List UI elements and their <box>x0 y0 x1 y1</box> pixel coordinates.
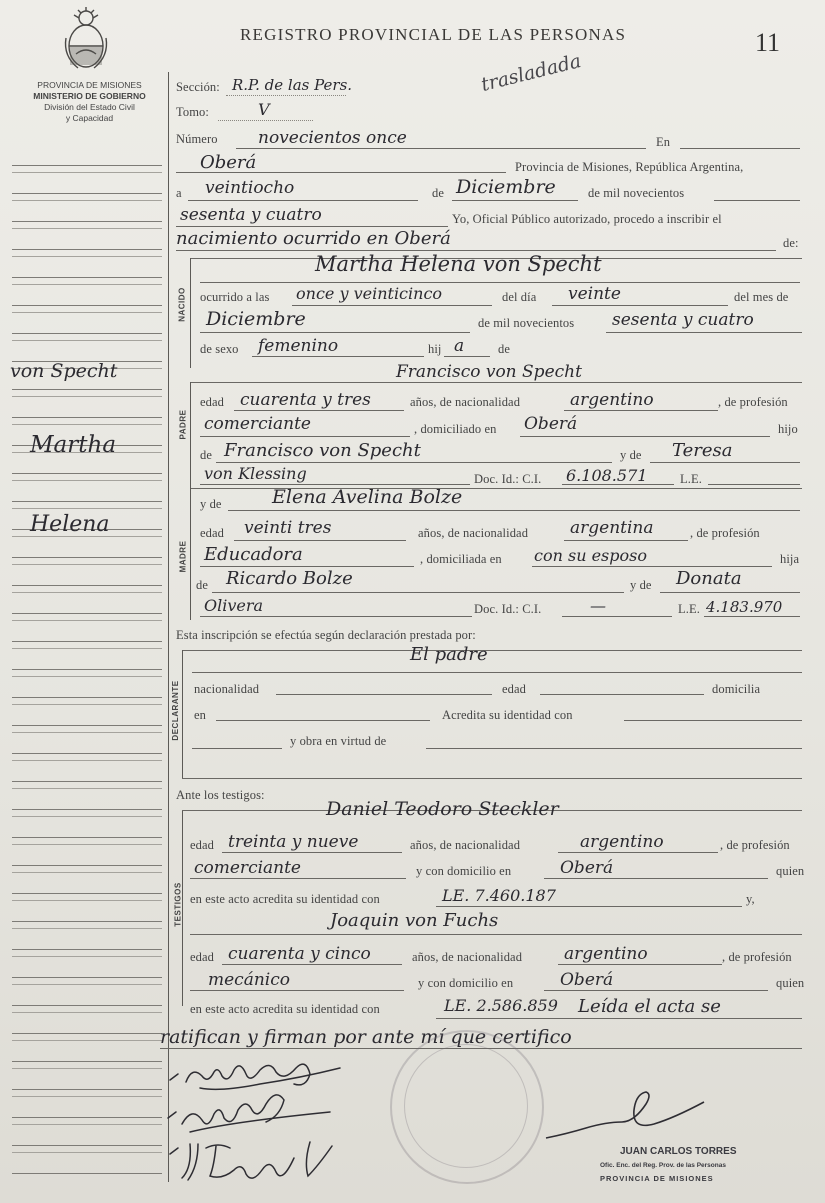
t2-id: LE. 2.586.859 <box>444 996 558 1015</box>
padre-dom: Oberá <box>524 414 578 434</box>
quien-t2-label: quien <box>776 976 805 990</box>
seccion-value: R.P. de las Pers. <box>232 76 353 94</box>
domiciliado-label: , domiciliado en <box>414 422 497 436</box>
le2-label: L.E. <box>678 602 700 616</box>
abuelo-paterno: Francisco von Specht <box>224 440 421 461</box>
del-dia-label: del día <box>502 290 537 304</box>
y-de3-label: y de <box>630 578 652 592</box>
registrar-name: JUAN CARLOS TORRES <box>620 1146 737 1157</box>
hijo-label: hijo <box>778 422 798 436</box>
madre-name: Elena Avelina Bolze <box>272 486 463 508</box>
edad-label: edad <box>200 395 224 409</box>
hora-value: once y veinticinco <box>296 284 443 303</box>
nacionalidad-label: nacionalidad <box>194 682 260 696</box>
t1-nac: argentino <box>580 832 664 852</box>
division-label: División del Estado Civil <box>44 102 135 112</box>
abuela-materna-2: Olivera <box>204 596 264 615</box>
margin-note-surname: von Specht <box>10 360 118 382</box>
t1-id: LE. 7.460.187 <box>442 886 556 905</box>
profesion-label: , de profesión <box>718 395 788 409</box>
anos-nac2-label: años, de nacionalidad <box>418 526 529 540</box>
anos-t2-label: años, de nacionalidad <box>412 950 523 964</box>
padre-nac: argentino <box>570 390 654 410</box>
ministry-label: MINISTERIO DE GOBIERNO <box>33 91 146 101</box>
abuelo-materno: Ricardo Bolze <box>226 568 353 589</box>
de-colon-label: de: <box>783 236 799 250</box>
t1-prof: comerciante <box>194 858 301 878</box>
dom-t2-label: y con domicilio en <box>418 976 514 990</box>
margin-note-name1: Martha <box>30 432 117 458</box>
domicilia-label: domicilia <box>712 682 761 696</box>
profesion2-label: , de profesión <box>690 526 760 540</box>
abuela-paterna-1: Teresa <box>672 440 733 461</box>
sexo-label: de sexo <box>200 342 239 356</box>
en-label: En <box>656 135 671 149</box>
t1-dom: Oberá <box>560 858 614 878</box>
le-label: L.E. <box>680 472 702 486</box>
de3-label: de <box>200 448 212 462</box>
transfer-note: trasladada <box>478 49 584 97</box>
de4-label: de <box>196 578 208 592</box>
anio-value: sesenta y cuatro <box>180 205 322 225</box>
t2-edad: cuarenta y cinco <box>228 944 371 964</box>
anio-nac-value: sesenta y cuatro <box>612 310 754 330</box>
testigos-label: Ante los testigos: <box>176 788 265 802</box>
padre-prof: comerciante <box>204 414 311 434</box>
obra-label: y obra en virtud de <box>290 734 387 748</box>
numero-label: Número <box>176 132 218 146</box>
doc-id2-label: Doc. Id.: C.I. <box>474 602 542 616</box>
testigo2-name: Joaquin von Fuchs <box>330 910 499 931</box>
abuela-materna-1: Donata <box>676 568 742 589</box>
acredita-label: Acredita su identidad con <box>442 708 573 722</box>
oficial-label: Yo, Oficial Público autorizado, procedo a inscribir el <box>452 212 722 226</box>
en2-label: en <box>194 708 206 722</box>
madre-ci: — <box>590 596 606 615</box>
division-label-2: y Capacidad <box>65 113 114 123</box>
coat-of-arms-icon <box>62 6 110 76</box>
page-title: REGISTRO PROVINCIAL DE LAS PERSONAS <box>240 25 627 44</box>
de-mil2-label: de mil novecientos <box>478 316 575 330</box>
anos-nac-label: años, de nacionalidad <box>410 395 521 409</box>
profesion-t2-label: , de profesión <box>722 950 792 964</box>
edad-t2-label: edad <box>190 950 214 964</box>
hij-label: hij <box>428 342 442 356</box>
t2-nac: argentino <box>564 944 648 964</box>
mes-nac-value: Diciembre <box>206 308 306 330</box>
de2-label: de <box>498 342 510 356</box>
padre-name: Francisco von Specht <box>396 362 582 382</box>
edad-decl-label: edad <box>502 682 526 696</box>
del-mes-label: del mes de <box>734 290 789 304</box>
section-padre: PADRE <box>178 409 188 440</box>
registrar-signature <box>540 1090 710 1150</box>
sexo-value: femenino <box>258 336 339 356</box>
quien-t1-label: quien <box>776 864 805 878</box>
madre-prof: Educadora <box>204 544 303 565</box>
official-seal-inner <box>404 1044 528 1168</box>
doc-id-label: Doc. Id.: C.I. <box>474 472 542 486</box>
abuela-paterna-2: von Klessing <box>204 464 307 483</box>
margin-note-name2: Helena <box>30 512 110 537</box>
numero-value: novecientos once <box>258 128 407 148</box>
provincia-label: Provincia de Misiones, República Argentina, <box>515 160 744 174</box>
madre-edad: veinti tres <box>244 518 332 538</box>
testigo1-name: Daniel Teodoro Steckler <box>326 798 559 820</box>
section-testigos: TESTIGOS <box>173 882 183 927</box>
a-label: a <box>176 186 182 200</box>
seccion-label: Sección: <box>176 80 220 94</box>
dia-nac-value: veinte <box>568 284 621 304</box>
t2-dom: Oberá <box>560 970 614 990</box>
hija-label: hija <box>780 552 800 566</box>
ocurrido-label: ocurrido a las <box>200 290 270 304</box>
y-de2-label: y de <box>200 497 222 511</box>
tomo-value: V <box>258 100 270 119</box>
closing-text-1: Leída el acta se <box>578 996 721 1017</box>
acredita-t2-label: en este acto acredita su identidad con <box>190 1002 380 1016</box>
province-label: PROVINCIA DE MISIONES <box>37 80 142 90</box>
registrar-province: PROVINCIA DE MISIONES <box>600 1174 714 1183</box>
t2-prof: mecánico <box>208 970 290 990</box>
inscripcion-label: Esta inscripción se efectúa según declaración prestada por: <box>176 628 476 642</box>
mes-value: Diciembre <box>456 176 556 198</box>
dia-value: veintiocho <box>205 178 295 198</box>
madre-dom: con su esposo <box>534 546 647 565</box>
registrar-title: Ofic. Enc. del Reg. Prov. de las Personas <box>600 1162 726 1169</box>
page-number: 11 <box>755 28 781 57</box>
nacido-name: Martha Helena von Specht <box>315 252 602 276</box>
de-mil-label: de mil novecientos <box>588 186 685 200</box>
profesion-t1-label: , de profesión <box>720 838 790 852</box>
y-de-label: y de <box>620 448 642 462</box>
y-comma-label: y, <box>746 892 755 906</box>
t1-edad: treinta y nueve <box>228 832 359 852</box>
tomo-label: Tomo: <box>176 105 209 119</box>
madre-nac: argentina <box>570 518 654 538</box>
acredita-t1-label: en este acto acredita su identidad con <box>190 892 380 906</box>
section-declarante: DECLARANTE <box>171 680 180 741</box>
anos-t1-label: años, de nacionalidad <box>410 838 521 852</box>
padre-ci: 6.108.571 <box>566 466 648 485</box>
dom-t1-label: y con domicilio en <box>416 864 512 878</box>
declarante-value: El padre <box>410 644 488 665</box>
madre-le: 4.183.970 <box>706 598 783 616</box>
inscribir-value: nacimiento ocurrido en Oberá <box>176 228 451 249</box>
edad-t1-label: edad <box>190 838 214 852</box>
domiciliada-label: , domiciliada en <box>420 552 502 566</box>
signatures <box>160 1058 420 1188</box>
lugar-value: Oberá <box>200 152 257 173</box>
section-madre: MADRE <box>178 540 188 573</box>
edad2-label: edad <box>200 526 224 540</box>
closing-text-2: ratifican y firman por ante mí que certifico <box>160 1026 572 1048</box>
hij-suffix: a <box>454 336 465 356</box>
padre-edad: cuarenta y tres <box>240 390 371 410</box>
de-label: de <box>432 186 444 200</box>
section-nacido: NACIDO <box>177 287 187 322</box>
header-left-block <box>12 80 167 124</box>
